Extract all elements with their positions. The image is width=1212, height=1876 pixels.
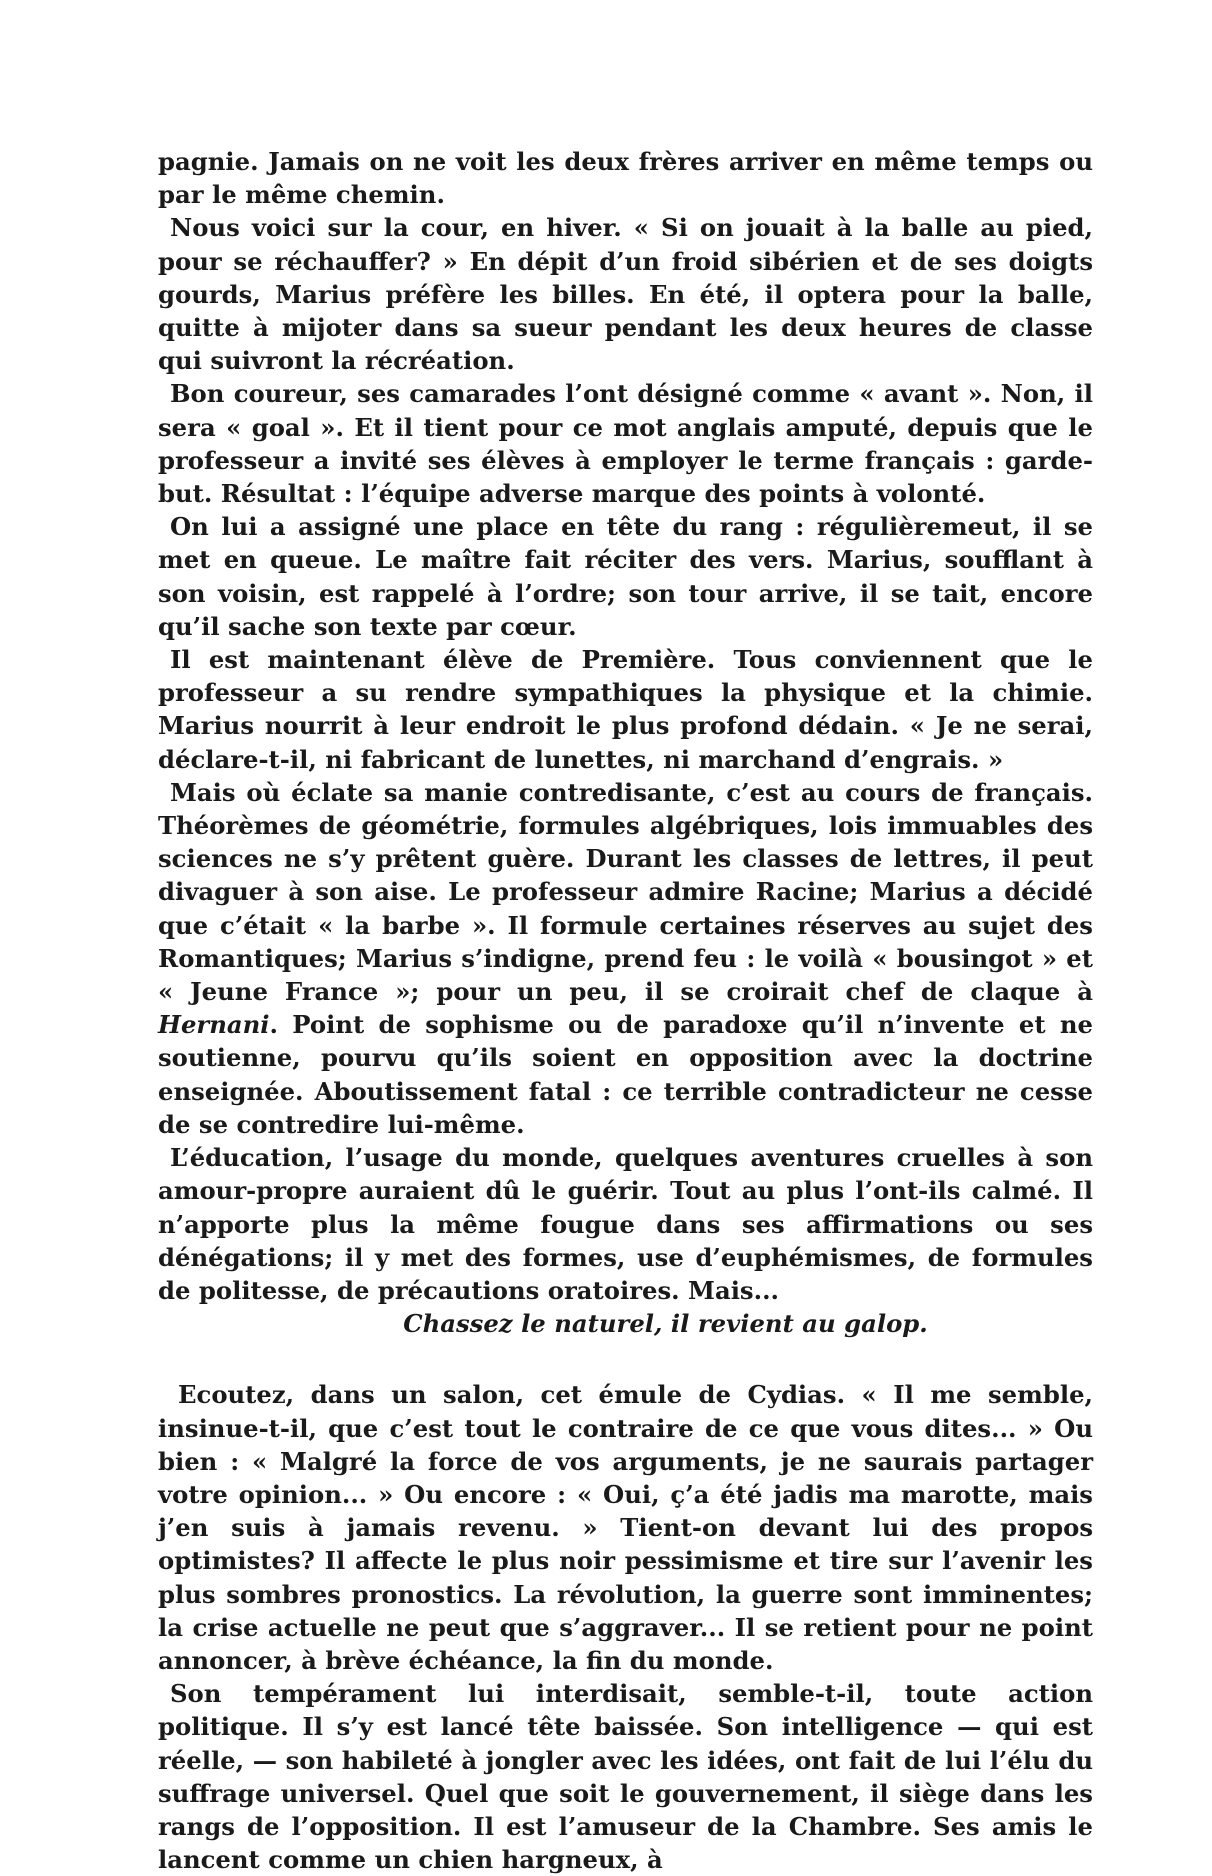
- verse-quote: Chassez le naturel, il revient au galop.: [403, 1309, 928, 1339]
- paragraph-4: On lui a assigné une place en tête du rang : régulièremeut, il se met en queue. Le maître fait réciter des vers. Marius, soufflant à son voisin, est rappelé à l’ordre; son tour arrive, il se tait, encore qu’il sache son texte par cœur.: [158, 512, 1093, 641]
- paragraph-6-text-b: . Point de sophisme ou de paradoxe qu’il n’invente et ne soutienne, pourvu qu’ils soient en opposition avec la doctrine enseignée. Aboutissement fatal : ce terrible contradicteur ne cesse de se contredire lui-même.: [158, 1010, 1093, 1139]
- play-title: Hernani: [158, 1010, 270, 1040]
- paragraph-6: [158, 776, 1093, 1141]
- paragraph-3: Bon coureur, ses camarades l’ont désigné comme « avant ». Non, il sera « goal ». Et il tient pour ce mot anglais amputé, depuis que le professeur a invité ses élèves à employer le terme français : garde-but. Résultat : l’équipe adverse marque des points à volonté.: [158, 379, 1093, 509]
- paragraph-1: pagnie. Jamais on ne voit les deux frères arriver en même temps ou par le même chemin.: [158, 147, 1093, 210]
- paragraph-6-text-a: Mais où éclate sa manie contredisante, c’est au cours de français. Théorèmes de géométrie, formules algébriques, lois immuables des sciences ne s’y prêtent guère. Durant les classes de lettres, il peut divaguer à son aise. Le professeur admire Racine; Marius a décidé que c’était « la barbe ». Il formule certaines réserves au sujet des Romantiques; Marius s’indigne, prend feu : le voilà « bousingot » et « Jeune France »; pour un peu, il se croirait chef de claque à: [158, 777, 1093, 1007]
- page-body: [158, 145, 1093, 1876]
- paragraph-8: Ecoutez, dans un salon, cet émule de Cydias. « Il me semble, insinue-t-il, que c’est tout le contraire de ce que vous dites... » Ou bien : « Malgré la force de vos arguments, je ne saurais partager votre opinion... » Ou encore : « Oui, ç’a été jadis ma marotte, mais j’en suis à jamais revenu. » Tient-on devant lui des propos optimistes? Il affecte le plus noir pessimisme et tire sur l’avenir les plus sombres pronostics. La révolution, la guerre sont imminentes; la crise actuelle ne peut que s’aggraver... Il se retient pour ne point annoncer, à brève échéance, la fin du monde.: [158, 1380, 1093, 1675]
- verse-gap: [158, 1340, 1093, 1378]
- paragraph-7: L’éducation, l’usage du monde, quelques aventures cruelles à son amour-propre auraient dû le guérir. Tout au plus l’ont-ils calmé. Il n’apporte plus la même fougue dans ses affirmations ou ses dénégations; il y met des formes, use d’euphémismes, de formules de politesse, de précautions oratoires. Mais...: [158, 1143, 1093, 1305]
- paragraph-2: Nous voici sur la cour, en hiver. « Si on jouait à la balle au pied, pour se réchauffer? » En dépit d’un froid sibérien et de ses doigts gourds, Marius préfère les billes. En été, il optera pour la balle, quitte à mijoter dans sa sueur pendant les deux heures de classe qui suivront la récréation.: [158, 213, 1093, 376]
- paragraph-9: Son tempérament lui interdisait, semble-t-il, toute action politique. Il s’y est lancé tête baissée. Son intelligence — qui est réelle, — son habileté à jongler avec les idées, ont fait de lui l’élu du suffrage universel. Quel que soit le gouvernement, il siège dans les rangs de l’opposition. Il est l’amuseur de la Chambre. Ses amis le lancent comme un chien hargneux, à: [158, 1679, 1093, 1875]
- paragraph-5: Il est maintenant élève de Première. Tous conviennent que le professeur a su rendre sympathiques la physique et la chimie. Marius nourrit à leur endroit le plus profond dédain. « Je ne serai, déclare-t-il, ni fabricant de lunettes, ni marchand d’engrais. »: [158, 645, 1093, 774]
